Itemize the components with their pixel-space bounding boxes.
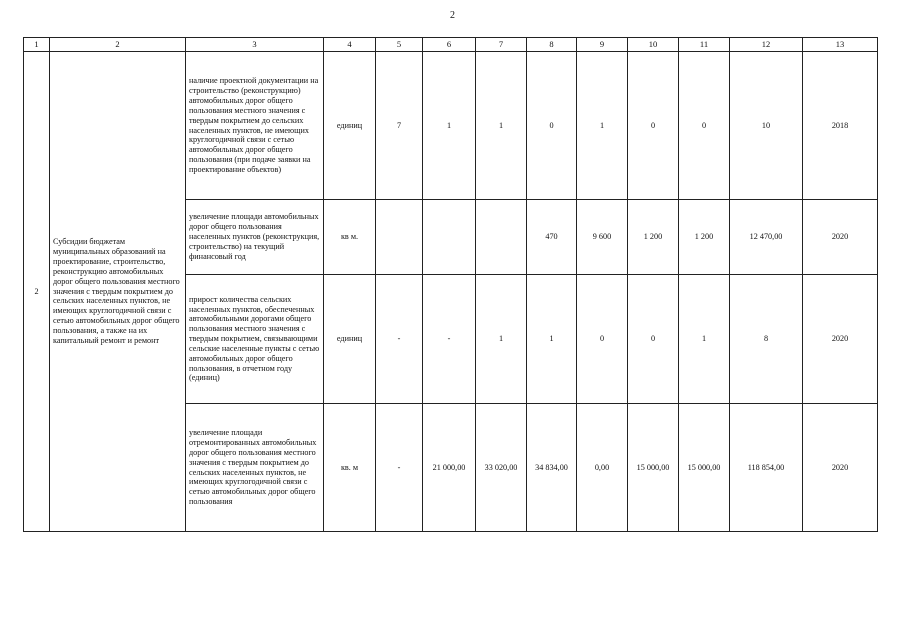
year-cell: 2018 xyxy=(803,52,878,200)
total-cell: 12 470,00 xyxy=(730,200,803,275)
value-cell: 0 xyxy=(628,275,679,404)
value-cell: 33 020,00 xyxy=(476,404,527,532)
year-cell: 2020 xyxy=(803,404,878,532)
value-cell: - xyxy=(376,275,423,404)
value-cell: 0,00 xyxy=(577,404,628,532)
value-cell: 1 200 xyxy=(679,200,730,275)
value-cell: 1 xyxy=(679,275,730,404)
total-cell: 8 xyxy=(730,275,803,404)
header-cell: 4 xyxy=(324,38,376,52)
value-cell: - xyxy=(423,275,476,404)
value-cell: 1 xyxy=(577,52,628,200)
year-cell: 2020 xyxy=(803,200,878,275)
value-cell: 0 xyxy=(628,52,679,200)
header-cell: 13 xyxy=(803,38,878,52)
total-cell: 118 854,00 xyxy=(730,404,803,532)
value-cell: 1 xyxy=(423,52,476,200)
value-cell: 470 xyxy=(527,200,577,275)
year-cell: 2020 xyxy=(803,275,878,404)
header-cell: 10 xyxy=(628,38,679,52)
value-cell xyxy=(376,200,423,275)
header-cell: 8 xyxy=(527,38,577,52)
value-cell: 15 000,00 xyxy=(679,404,730,532)
value-cell: 21 000,00 xyxy=(423,404,476,532)
header-row xyxy=(24,38,878,52)
value-cell: 34 834,00 xyxy=(527,404,577,532)
value-cell: 0 xyxy=(577,275,628,404)
header-cell: 3 xyxy=(186,38,324,52)
indicator-cell: прирост количества сельских населенных пунктов, обеспеченных автомобильными дорогами общего пользования местного значения с твердым покрытием, связывающими сельские населенные пункты с сетью автомобильных дорог общего пользования, в отчетном году (единиц) xyxy=(186,275,324,404)
header-cell: 2 xyxy=(50,38,186,52)
total-cell: 10 xyxy=(730,52,803,200)
indicator-cell: увеличение площади отремонтированных автомобильных дорог общего пользования местного значения с твердым покрытием до сельских населенных пунктов, не имеющих круглогодичной связи с сетью автомобильных дорог общего пользования xyxy=(186,404,324,532)
value-cell: 1 200 xyxy=(628,200,679,275)
unit-cell: единиц xyxy=(324,52,376,200)
value-cell: 0 xyxy=(527,52,577,200)
unit-cell: кв м. xyxy=(324,200,376,275)
header-cell: 12 xyxy=(730,38,803,52)
header-cell: 1 xyxy=(24,38,50,52)
page-number: 2 xyxy=(450,10,455,21)
value-cell: 15 000,00 xyxy=(628,404,679,532)
value-cell: - xyxy=(376,404,423,532)
value-cell: 9 600 xyxy=(577,200,628,275)
value-cell: 1 xyxy=(476,52,527,200)
indicators-table xyxy=(23,37,878,532)
subsidy-description-cell: Субсидии бюджетам муниципальных образований на проектирование, строительство, реконструкцию автомобильных дорог общего пользования местного значения с твердым покрытием до сельских населенных пунктов, не имеющих круглогодичной связи с сетью автомобильных дорог общего пользования, а также на их капитальный ремонт и ремонт xyxy=(50,52,186,532)
header-cell: 9 xyxy=(577,38,628,52)
value-cell: 1 xyxy=(476,275,527,404)
table-row xyxy=(24,52,878,200)
header-cell: 5 xyxy=(376,38,423,52)
header-cell: 11 xyxy=(679,38,730,52)
indicator-cell: увеличение площади автомобильных дорог общего пользования населенных пунктов (реконструкция, строительство) на текущий финансовый год xyxy=(186,200,324,275)
unit-cell: кв. м xyxy=(324,404,376,532)
value-cell xyxy=(423,200,476,275)
value-cell xyxy=(476,200,527,275)
value-cell: 0 xyxy=(679,52,730,200)
unit-cell: единиц xyxy=(324,275,376,404)
value-cell: 7 xyxy=(376,52,423,200)
header-cell: 7 xyxy=(476,38,527,52)
indicator-cell: наличие проектной документации на строительство (реконструкцию) автомобильных дорог общего пользования местного значения с твердым покрытием до сельских населенных пунктов, не имеющих круглогодичной связи с сетью автомобильных дорог общего пользования (при подаче заявки на проектирование объектов) xyxy=(186,52,324,200)
row-index-cell: 2 xyxy=(24,52,50,532)
value-cell: 1 xyxy=(527,275,577,404)
header-cell: 6 xyxy=(423,38,476,52)
